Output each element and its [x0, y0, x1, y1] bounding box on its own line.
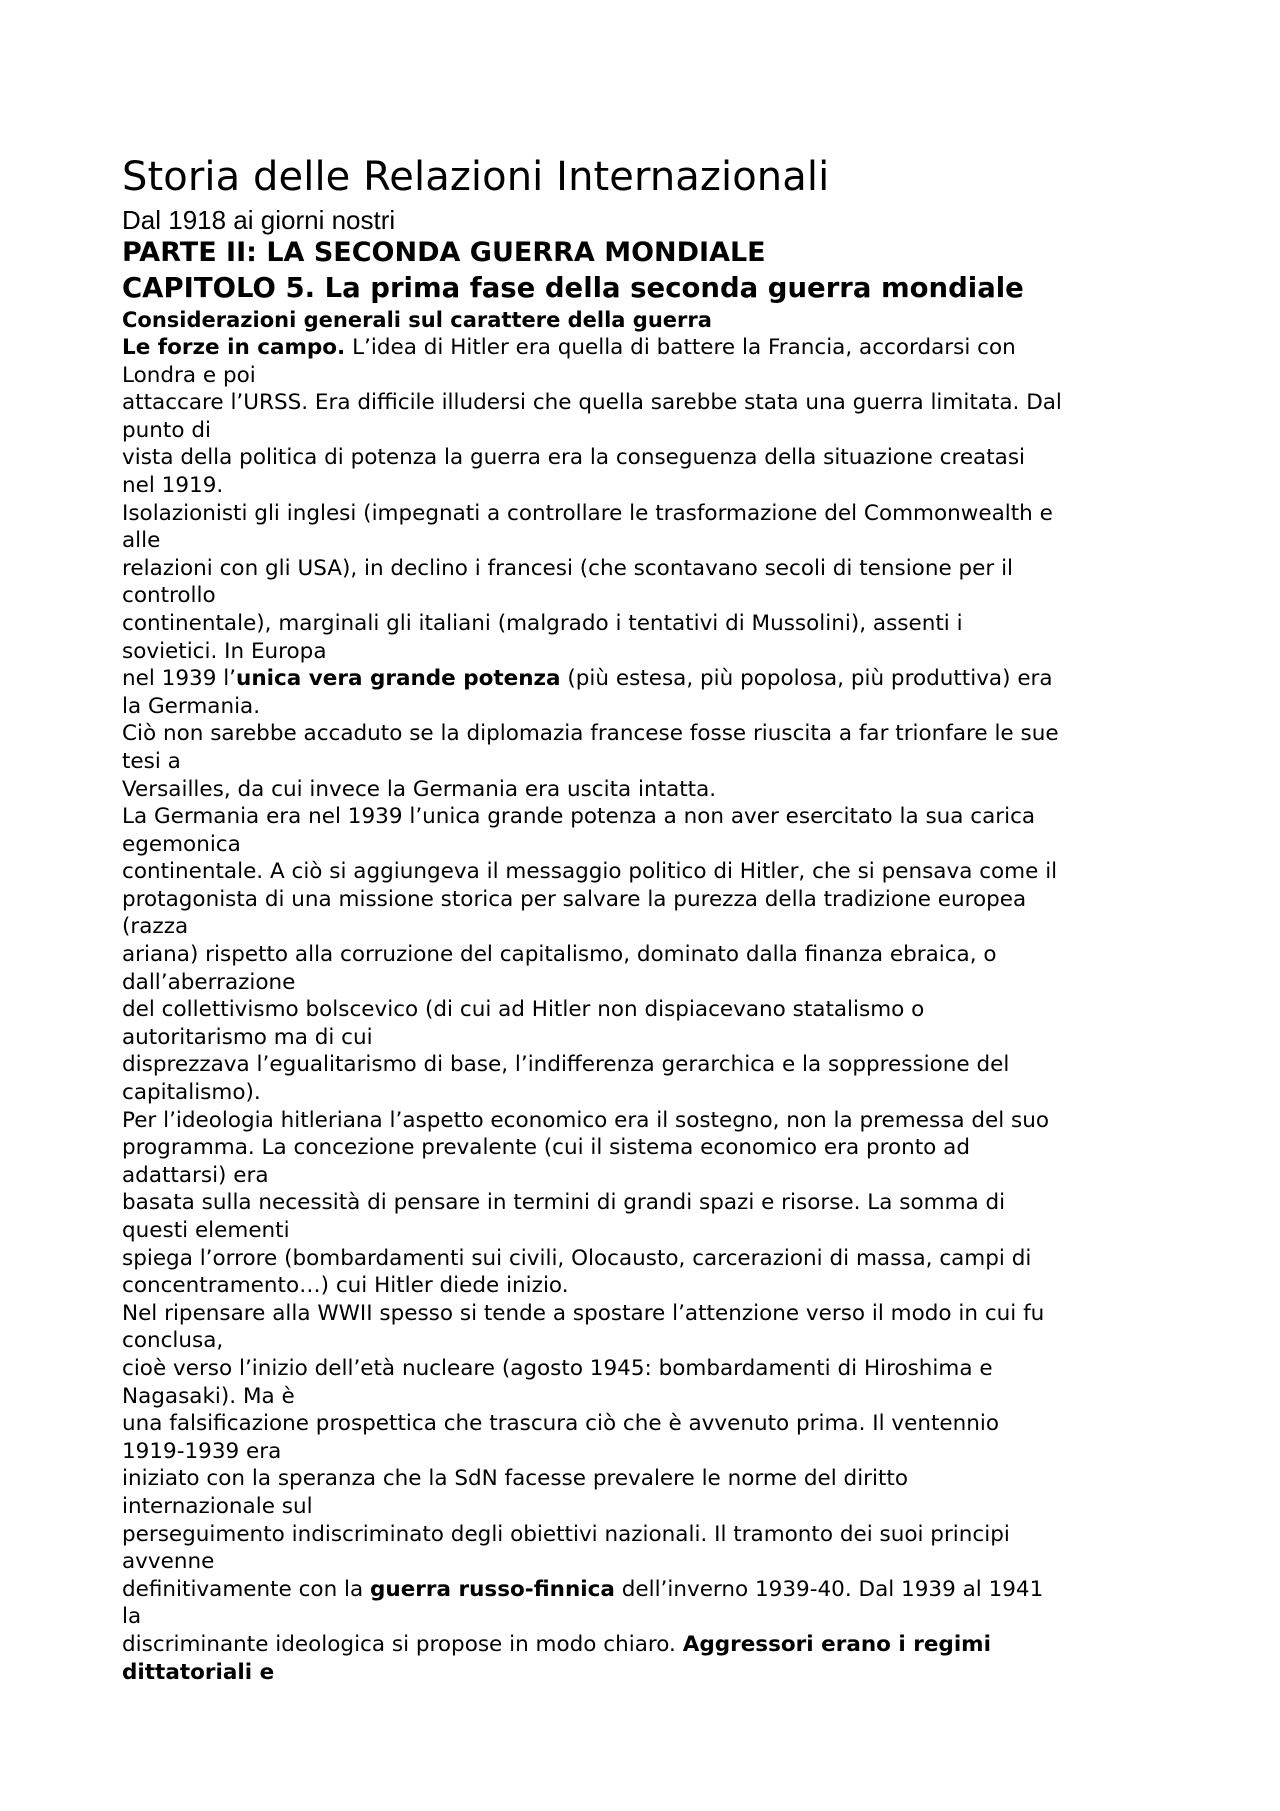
text-run: iniziato con la speranza che la SdN facesse prevalere le norme del diritto — [122, 1466, 908, 1492]
text-line — [122, 693, 1172, 721]
text-line — [122, 1603, 1172, 1631]
text-line — [122, 334, 1172, 362]
text-run: sovietici. In Europa — [122, 638, 327, 664]
document-subtitle: Dal 1918 ai giorni nostri — [122, 205, 396, 235]
text-line — [122, 638, 1172, 666]
text-line — [122, 1355, 1172, 1383]
text-line — [122, 1300, 1172, 1328]
text-line — [122, 1245, 1172, 1273]
text-line — [122, 555, 1172, 583]
text-line — [122, 1493, 1172, 1521]
text-run: ariana) rispetto alla corruzione del capitalismo, dominato dalla finanza ebraica, o — [122, 942, 997, 968]
text-line — [122, 776, 1172, 804]
text-line — [122, 831, 1172, 859]
text-line — [122, 1521, 1172, 1549]
text-run: alle — [122, 528, 161, 554]
text-line — [122, 1576, 1172, 1604]
text-line — [122, 527, 1172, 555]
text-run: perseguimento indiscriminato degli obiettivi nazionali. Il tramonto dei suoi principi — [122, 1521, 1010, 1547]
text-run: punto di — [122, 417, 211, 443]
text-line — [122, 1327, 1172, 1355]
text-line — [122, 500, 1172, 528]
text-line — [122, 417, 1172, 445]
text-run: definitivamente con la — [122, 1576, 371, 1602]
chapter-heading: CAPITOLO 5. La prima fase della seconda guerra mondiale — [122, 272, 1024, 304]
text-run: Ciò non sarebbe accaduto se la diplomazia francese fosse riuscita a far trionfare le sue — [122, 721, 1059, 747]
text-line — [122, 1079, 1172, 1107]
text-line — [122, 1548, 1172, 1576]
text-line — [122, 720, 1172, 748]
text-run: egemonica — [122, 831, 241, 857]
text-run: concentramento…) cui Hitler diede inizio. — [122, 1273, 569, 1299]
text-run: La Germania era nel 1939 l’unica grande potenza a non aver esercitato la sua carica — [122, 804, 1036, 830]
text-run: nel 1919. — [122, 472, 224, 498]
text-line — [122, 1217, 1172, 1245]
text-line — [122, 472, 1172, 500]
text-line — [122, 610, 1172, 638]
text-run: Versailles, da cui invece la Germania era uscita intatta. — [122, 776, 717, 802]
text-run: controllo — [122, 583, 216, 609]
text-line — [122, 941, 1172, 969]
text-line — [122, 362, 1172, 390]
text-run: Nel ripensare alla WWII spesso si tende a spostare l’attenzione verso il modo in cui fu — [122, 1300, 1045, 1326]
bold-text: guerra russo-finnica — [370, 1576, 615, 1602]
text-run: relazioni con gli USA), in declino i francesi (che scontavano secoli di tensione per il — [122, 555, 1014, 581]
document-page — [122, 150, 1172, 1686]
text-line — [122, 1272, 1172, 1300]
text-run: avvenne — [122, 1549, 215, 1575]
text-run: questi elementi — [122, 1218, 290, 1243]
text-line — [122, 582, 1172, 610]
text-run: capitalismo). — [122, 1080, 261, 1106]
text-run: programma. La concezione prevalente (cui il sistema economico era pronto ad — [122, 1135, 970, 1161]
text-line — [122, 1631, 1172, 1659]
document-title: Storia delle Relazioni Internazionali — [122, 154, 830, 200]
bold-text: dittatoriali e — [122, 1659, 275, 1685]
text-line — [122, 748, 1172, 776]
text-run: autoritarismo ma di cui — [122, 1024, 373, 1050]
text-line — [122, 1024, 1172, 1052]
text-run: vista della politica di potenza la guerra era la conseguenza della situazione creatasi — [122, 445, 1025, 471]
text-line — [122, 1107, 1172, 1135]
text-line — [122, 1383, 1172, 1411]
body-text — [122, 334, 1172, 1686]
text-run: continentale), marginali gli italiani (malgrado i tentativi di Mussolini), assenti i — [122, 610, 963, 636]
text-line — [122, 1659, 1172, 1687]
text-run: adattarsi) era — [122, 1162, 269, 1188]
text-run: Isolazionisti gli inglesi (impegnati a controllare le trasformazione del Commonwealth e — [122, 500, 1053, 526]
text-run: Londra e poi — [122, 362, 256, 388]
text-run: del collettivismo bolscevico (di cui ad Hitler non dispiacevano statalismo o — [122, 997, 925, 1023]
text-run: dall’aberrazione — [122, 969, 296, 995]
text-line — [122, 1438, 1172, 1466]
text-run: nel 1939 l’ — [122, 666, 237, 692]
text-line — [122, 1134, 1172, 1162]
text-line — [122, 444, 1172, 472]
text-run: spiega l’orrore (bombardamenti sui civili, Olocausto, carcerazioni di massa, campi di — [122, 1245, 1032, 1271]
text-run: attaccare l’URSS. Era difficile illudersi che quella sarebbe stata una guerra limitata. Dal — [122, 390, 1062, 416]
bold-text: Le forze in campo. — [122, 335, 346, 360]
text-line — [122, 1189, 1172, 1217]
text-run: continentale. A ciò si aggiungeva il messaggio politico di Hitler, che si pensava come il — [122, 859, 1058, 885]
text-run: conclusa, — [122, 1328, 224, 1354]
text-line — [122, 803, 1172, 831]
text-run: la — [122, 1604, 142, 1630]
text-run: una falsificazione prospettica che trascura ciò che è avvenuto prima. Il ventennio — [122, 1411, 1000, 1437]
text-line — [122, 913, 1172, 941]
text-run: cioè verso l’inizio dell’età nucleare (agosto 1945: bombardamenti di Hiroshima e — [122, 1355, 993, 1381]
bold-text: unica vera grande potenza — [236, 666, 561, 692]
text-run: Per l’ideologia hitleriana l’aspetto economico era il sostegno, non la premessa del suo — [122, 1107, 1050, 1133]
part-heading: PARTE II: LA SECONDA GUERRA MONDIALE — [122, 237, 766, 268]
text-run: Nagasaki). Ma è — [122, 1383, 295, 1409]
text-run: (razza — [122, 914, 189, 940]
text-line — [122, 1465, 1172, 1493]
text-run: discriminante ideologica si propose in modo chiaro. — [122, 1631, 683, 1657]
text-run: tesi a — [122, 748, 181, 774]
text-line — [122, 1051, 1172, 1079]
text-run: disprezzava l’egualitarismo di base, l’indifferenza gerarchica e la soppressione del — [122, 1052, 1010, 1078]
text-run: 1919-1939 era — [122, 1438, 282, 1464]
text-line — [122, 969, 1172, 997]
bold-text: Aggressori erano i regimi — [682, 1631, 991, 1657]
text-run: la Germania. — [122, 693, 261, 719]
text-line — [122, 1410, 1172, 1438]
text-line — [122, 886, 1172, 914]
text-line — [122, 996, 1172, 1024]
text-run: protagonista di una missione storica per salvare la purezza della tradizione europea — [122, 886, 1027, 912]
section-heading: Considerazioni generali sul carattere della guerra — [122, 308, 712, 332]
text-line — [122, 1162, 1172, 1190]
text-line — [122, 389, 1172, 417]
text-run: internazionale sul — [122, 1493, 313, 1519]
text-line — [122, 665, 1172, 693]
text-run: L’idea di Hitler era quella di battere la Francia, accordarsi con — [345, 335, 1016, 360]
text-run: (più estesa, più popolosa, più produttiva) era — [560, 666, 1053, 692]
text-line — [122, 858, 1172, 886]
text-run: basata sulla necessità di pensare in termini di grandi spazi e risorse. La somma di — [122, 1190, 1006, 1216]
text-run: dell’inverno 1939-40. Dal 1939 al 1941 — [614, 1576, 1044, 1602]
